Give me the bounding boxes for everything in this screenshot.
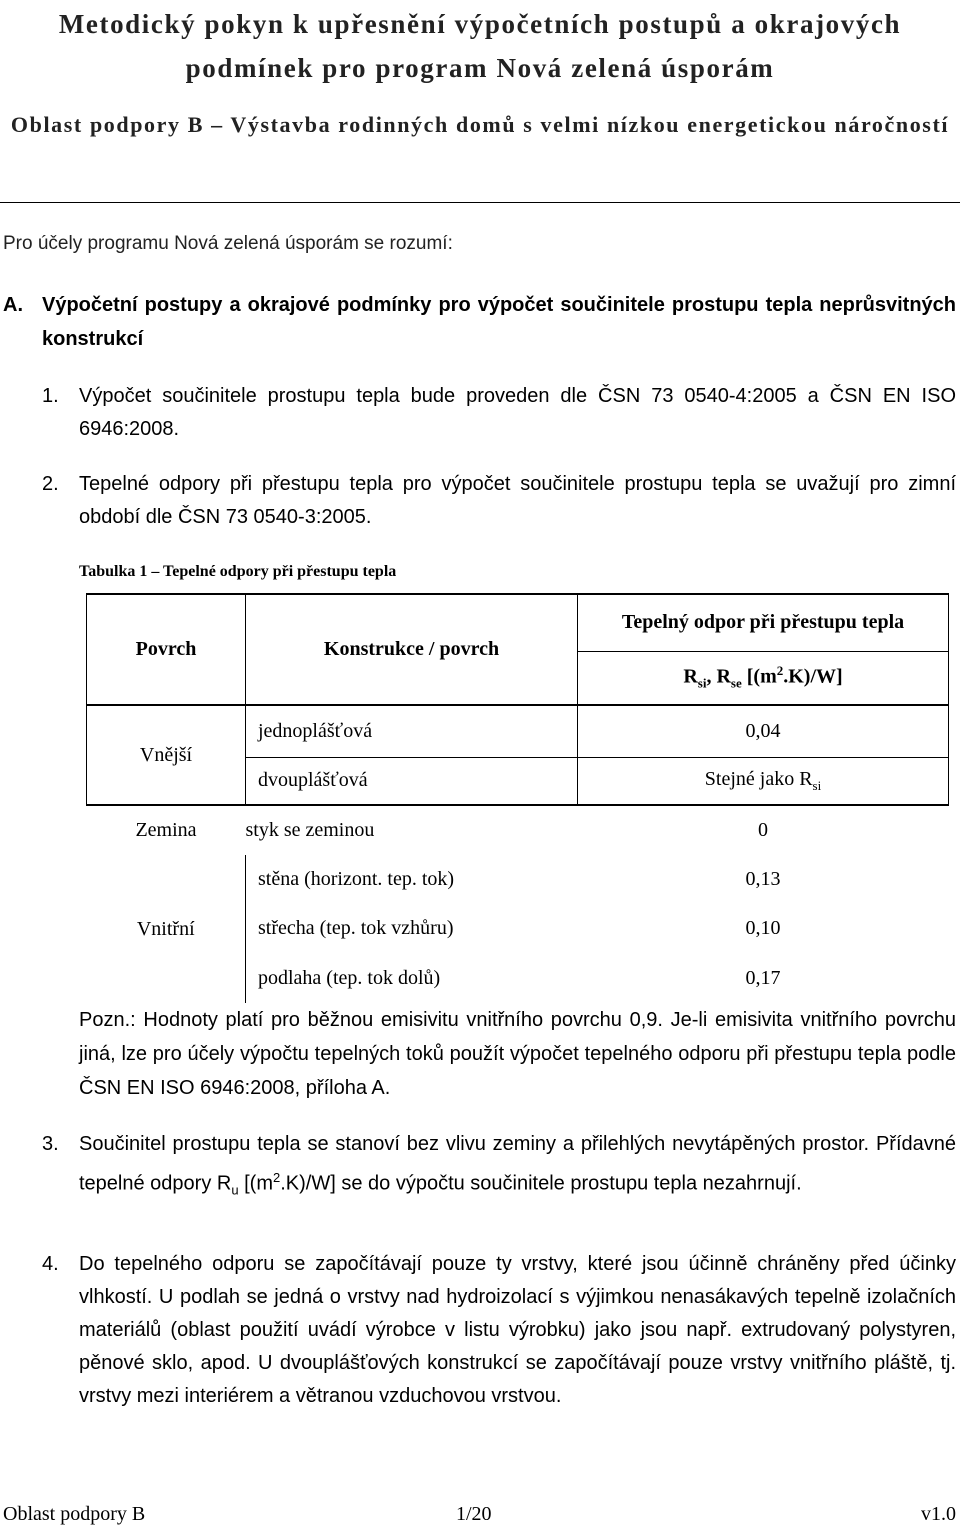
table-note: Pozn.: Hodnoty platí pro běžnou emisivitu vnitřního povrchu 0,9. Je-li emisivita vnitřního povrchu jiná, lze pro účely výpočtu tepelných toků použít výpočet tepelného odporu při přestupu tepla podle ČSN EN ISO 6946:2008, příloha A. — [79, 1009, 956, 1099]
row-construction: podlaha (tep. tok dolů) — [246, 953, 578, 1003]
row-construction: dvouplášťová — [246, 757, 578, 805]
footer-section: Oblast podpory B — [3, 1503, 146, 1525]
header-resistance: Tepelný odpor při přestupu tepla — [578, 594, 949, 651]
item-3-text: Součinitel prostupu tepla se stanoví bez vlivu zeminy a přilehlých nevytápěných prostor. Přídavné tepelné odpory $R_u$ $[(m^2.K)/W]$ se do výpočtu součinitele prostupu tepla nezahrnují. — [79, 1133, 956, 1198]
section-a-heading: Výpočetní postupy a okrajové podmínky pro výpočet součinitele prostupu tepla neprůsvitných konstrukcí — [42, 294, 956, 350]
item-1-text: Výpočet součinitele prostupu tepla bude proveden dle ČSN 73 0540-4:2005 a ČSN EN ISO 6946:2008. — [79, 385, 956, 440]
row-construction: střecha (tep. tok vzhůru) — [246, 903, 578, 953]
row-construction: stěna (horizont. tep. tok) — [246, 855, 578, 903]
row-construction: styk se zeminou — [245, 819, 375, 841]
resistance-table — [86, 593, 949, 1003]
header-construction: Konstrukce / povrch — [246, 594, 578, 705]
item-3-number: 3. — [42, 1133, 59, 1155]
document-subtitle: Oblast podpory B – Výstavba rodinných domů s velmi nízkou energetickou náročností — [10, 112, 950, 137]
item-4-text: Do tepelného odporu se započítávají pouze ty vrstvy, které jsou účinně chráněny před účinky vlhkostí. U podlah se jedná o vrstvy nad hydroizolací s výjimkou nenasákavých tepelně izolačních materiálů (oblast použití uvádí výrobce v listu výrobku) jako jsou např. extrudovaný polystyren, pěnové sklo, apod. U dvouplášťových konstrukcí se započítávají pouze vrstvy vnitřního pláště, tj. vrstvy mezi interiérem a větranou vzduchovou vrstvou. — [79, 1253, 956, 1407]
intro-text: Pro účely programu Nová zelená úsporám se rozumí: — [3, 233, 453, 254]
item-4-number: 4. — [42, 1253, 59, 1275]
header-unit: $R_{si}$, $R_{se}$ $[(m^2.K)/W]$ — [578, 651, 949, 705]
table-caption: Tabulka 1 – Tepelné odpory při přestupu tepla — [79, 563, 397, 580]
group-ground: Zemina — [135, 819, 197, 841]
row-value: Stejné jako $R_{si}$ — [578, 757, 949, 805]
header-divider — [0, 202, 960, 203]
item-1-number: 1. — [42, 385, 59, 407]
footer-version: v1.0 — [921, 1503, 956, 1525]
row-value: 0 — [758, 819, 768, 841]
footer-page-number: 1/20 — [456, 1503, 492, 1525]
header-surface: Povrch — [87, 594, 246, 705]
row-value: 0,10 — [745, 916, 781, 939]
section-a-letter: A. — [3, 294, 23, 316]
row-construction: jednoplášťová — [246, 705, 578, 757]
document-title: Metodický pokyn k upřesnění výpočetních postupů a okrajových podmínek pro program Nová zelená úsporám — [58, 9, 902, 83]
row-value: 0,04 — [578, 705, 949, 757]
item-2-number: 2. — [42, 473, 59, 495]
group-outer: Vnější — [87, 705, 246, 805]
row-value: 0,13 — [745, 867, 781, 890]
row-value: 0,17 — [745, 966, 781, 989]
group-inner: Vnitřní — [87, 855, 246, 1003]
item-2-text: Tepelné odpory při přestupu tepla pro výpočet součinitele prostupu tepla se uvažují pro zimní období dle ČSN 73 0540-3:2005. — [79, 473, 956, 528]
